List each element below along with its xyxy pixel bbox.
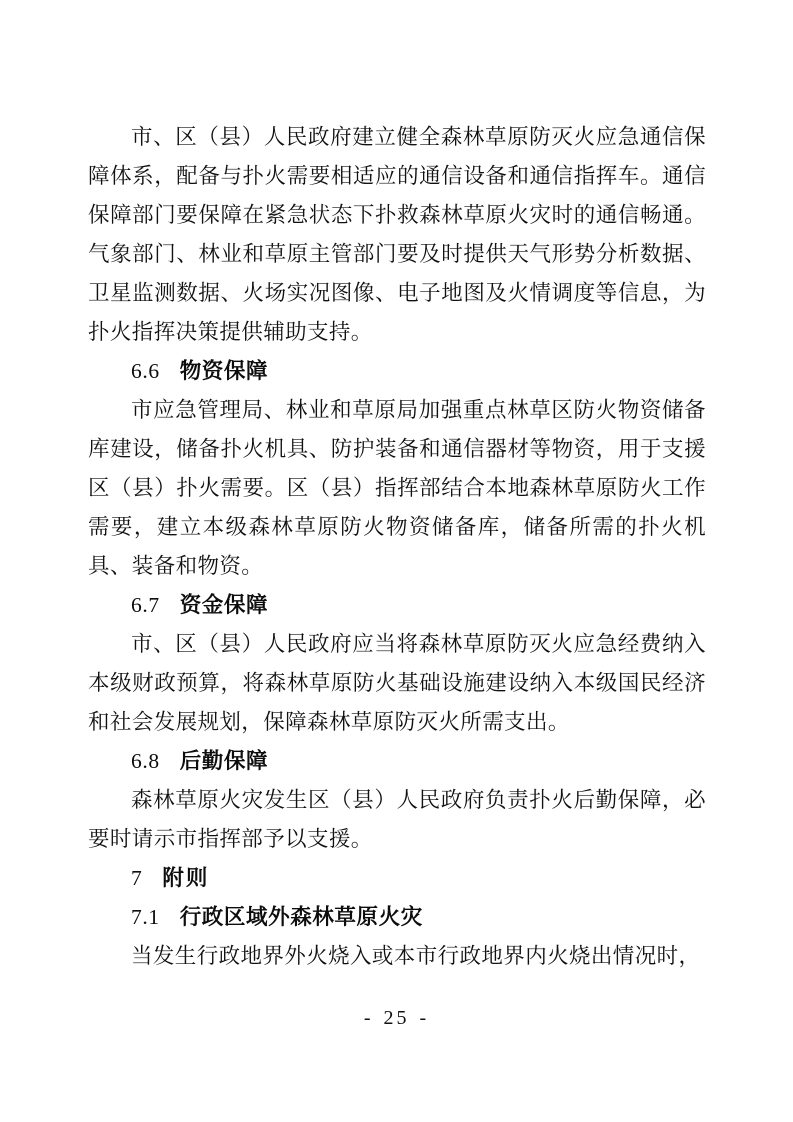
heading-7-1-outside-administrative-area-fire	[88, 898, 706, 937]
document-body	[88, 118, 706, 976]
heading-6-6-material-support-number: 6.6	[131, 359, 160, 383]
paragraph-material-support: 市应急管理局、林业和草原局加强重点林草区防火物资储备库建设，储备扑火机具、防护装备和通信器材等物资，用于支援区（县）扑火需要。区（县）指挥部结合本地森林草原防火工作需要，建立本级森林草原防火物资储备库，储备所需的扑火机具、装备和物资。	[88, 398, 706, 578]
heading-7-appendix-number: 7	[131, 866, 143, 890]
heading-7-appendix-title: 附则	[162, 866, 210, 890]
heading-7-1-outside-administrative-area-fire-title: 行政区域外森林草原火灾	[179, 905, 423, 929]
heading-6-8-logistics-support	[88, 742, 706, 781]
heading-6-8-logistics-support-title: 后勤保障	[179, 749, 269, 773]
page-number: 25	[383, 1007, 410, 1029]
page-footer	[0, 1007, 793, 1030]
heading-6-7-funding-support-number: 6.7	[131, 593, 160, 617]
heading-7-appendix	[88, 859, 706, 898]
heading-7-1-outside-administrative-area-fire-number: 7.1	[131, 905, 160, 929]
paragraph-logistics-support: 森林草原火灾发生区（县）人民政府负责扑火后勤保障，必要时请示市指挥部予以支援。	[88, 788, 706, 851]
paragraph-funding-support: 市、区（县）人民政府应当将森林草原防灭火应急经费纳入本级财政预算，将森林草原防火基础设施建设纳入本级国民经济和社会发展规划，保障森林草原防灭火所需支出。	[88, 632, 706, 734]
heading-6-7-funding-support-title: 资金保障	[179, 593, 269, 617]
heading-6-7-funding-support	[88, 586, 706, 625]
footer-dash-right: -	[419, 1007, 430, 1029]
heading-6-6-material-support-title: 物资保障	[179, 359, 269, 383]
heading-6-6-material-support	[88, 352, 706, 391]
footer-dash-left: -	[363, 1007, 374, 1029]
paragraph-outside-administrative-area-fire: 当发生行政地界外火烧入或本市行政地界内火烧出情况时，	[131, 944, 701, 968]
paragraph-communication-support: 市、区（县）人民政府建立健全森林草原防灭火应急通信保障体系，配备与扑火需要相适应的通信设备和通信指挥车。通信保障部门要保障在紧急状态下扑救森林草原火灾时的通信畅通。气象部门、林业和草原主管部门要及时提供天气形势分析数据、卫星监测数据、火场实况图像、电子地图及火情调度等信息，为扑火指挥决策提供辅助支持。	[88, 125, 706, 344]
heading-6-8-logistics-support-number: 6.8	[131, 749, 160, 773]
